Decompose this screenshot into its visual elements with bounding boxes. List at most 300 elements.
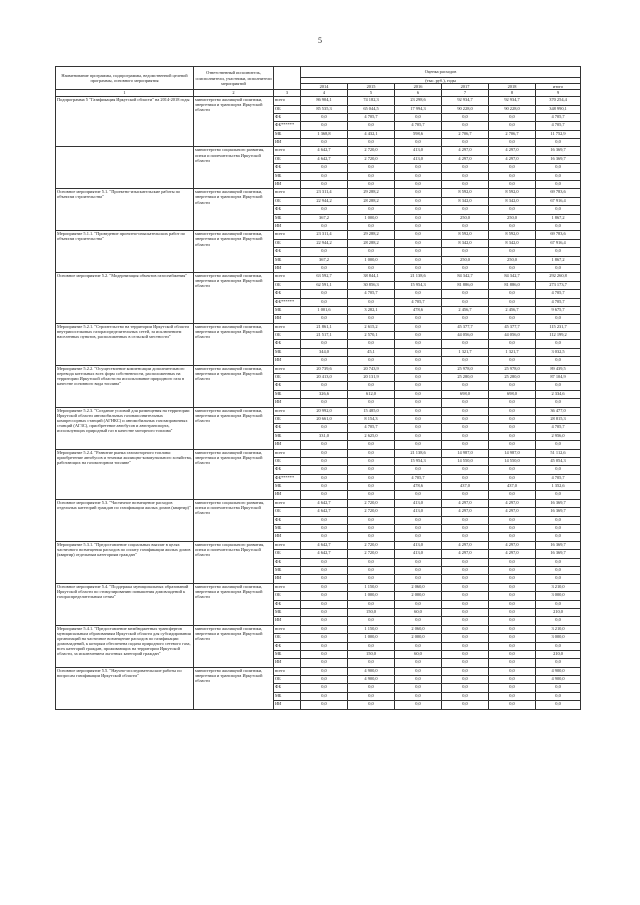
- amount-cell: 478,6: [395, 483, 442, 491]
- amount-cell: 2 060,0: [395, 625, 442, 633]
- amount-cell: 250,0: [442, 214, 489, 222]
- table-row: [56, 583, 581, 591]
- amount-cell: 0,0: [442, 164, 489, 172]
- total-cell: 348 990,1: [536, 105, 581, 113]
- amount-cell: 0,0: [395, 113, 442, 121]
- amount-cell: 23 311,4: [301, 189, 348, 197]
- amount-cell: 0,0: [301, 533, 348, 541]
- amount-cell: 2 000,0: [395, 592, 442, 600]
- total-cell: 69 783,6: [536, 231, 581, 239]
- amount-cell: 0,0: [301, 315, 348, 323]
- amount-cell: 0,0: [301, 206, 348, 214]
- amount-cell: 0,0: [395, 659, 442, 667]
- program-name-cell: Мероприятие 5.2.4. "Развитие рынка газомоторного топлива: приобретение автобусов и техники жилищно-коммунального хозяйства, работающих на газомоторном топливе": [56, 449, 194, 499]
- amount-cell: 0,0: [489, 424, 536, 432]
- amount-cell: 0,0: [348, 525, 395, 533]
- amount-cell: 15 954,3: [395, 281, 442, 289]
- budget-table: [55, 66, 581, 710]
- amount-cell: 0,0: [489, 667, 536, 675]
- funding-source-cell: всего: [274, 365, 301, 373]
- funding-source-cell: всего: [274, 97, 301, 105]
- amount-cell: 0,0: [442, 290, 489, 298]
- amount-cell: 1 321,7: [489, 348, 536, 356]
- amount-cell: 30 856,3: [348, 281, 395, 289]
- amount-cell: 92 934,7: [489, 97, 536, 105]
- funding-source-cell: ИИ: [274, 222, 301, 230]
- amount-cell: 4 642,7: [301, 499, 348, 507]
- amount-cell: 1 321,7: [442, 348, 489, 356]
- amount-cell: 4 705,7: [348, 424, 395, 432]
- total-cell: 112 199,2: [536, 332, 581, 340]
- amount-cell: 0,0: [301, 659, 348, 667]
- amount-cell: 1 001,6: [301, 306, 348, 314]
- amount-cell: 0,0: [395, 290, 442, 298]
- amount-cell: 0,0: [395, 189, 442, 197]
- total-cell: 0,0: [536, 684, 581, 692]
- amount-cell: 0,0: [301, 122, 348, 130]
- amount-cell: 90 228,0: [442, 105, 489, 113]
- amount-cell: 22 944,2: [301, 197, 348, 205]
- total-cell: 0,0: [536, 491, 581, 499]
- amount-cell: 0,0: [301, 222, 348, 230]
- total-cell: 16 369,7: [536, 508, 581, 516]
- funding-source-cell: ИИ: [274, 701, 301, 709]
- amount-cell: 0,0: [489, 516, 536, 524]
- amount-cell: 45 377,7: [442, 323, 489, 331]
- amount-cell: 0,0: [301, 181, 348, 189]
- amount-cell: 413,0: [395, 550, 442, 558]
- amount-cell: 0,0: [348, 206, 395, 214]
- amount-cell: 0,0: [395, 315, 442, 323]
- amount-cell: 0,0: [442, 424, 489, 432]
- amount-cell: 0,0: [348, 172, 395, 180]
- total-cell: 16 369,7: [536, 550, 581, 558]
- amount-cell: 150,0: [348, 650, 395, 658]
- amount-cell: 0,0: [489, 676, 536, 684]
- amount-cell: 437,0: [442, 483, 489, 491]
- amount-cell: 4 297,0: [489, 155, 536, 163]
- amount-cell: 4 297,0: [489, 550, 536, 558]
- amount-cell: 4 297,0: [442, 508, 489, 516]
- total-cell: 0,0: [536, 139, 581, 147]
- amount-cell: 0,0: [395, 491, 442, 499]
- funding-source-cell: всего: [274, 189, 301, 197]
- amount-cell: 65 044,5: [348, 105, 395, 113]
- amount-cell: 0,0: [395, 340, 442, 348]
- total-cell: 0,0: [536, 600, 581, 608]
- amount-cell: 0,0: [442, 701, 489, 709]
- amount-cell: 28 288,2: [348, 197, 395, 205]
- amount-cell: 0,0: [489, 399, 536, 407]
- amount-cell: 74 182,3: [348, 97, 395, 105]
- amount-cell: 2 720,0: [348, 550, 395, 558]
- total-cell: 210,0: [536, 608, 581, 616]
- amount-cell: 0,0: [348, 164, 395, 172]
- funding-source-cell: МБ: [274, 172, 301, 180]
- column-number: 7: [442, 90, 489, 97]
- amount-cell: 1 368,8: [301, 130, 348, 138]
- amount-cell: 0,0: [442, 415, 489, 423]
- amount-cell: 8 592,0: [442, 231, 489, 239]
- funding-source-cell: ФБ: [274, 642, 301, 650]
- amount-cell: 0,0: [395, 206, 442, 214]
- amount-cell: 25 978,0: [442, 365, 489, 373]
- amount-cell: 25 280,0: [442, 374, 489, 382]
- amount-cell: 0,0: [348, 617, 395, 625]
- amount-cell: 0,0: [442, 122, 489, 130]
- amount-cell: 0,0: [489, 466, 536, 474]
- total-cell: 0,0: [536, 315, 581, 323]
- funding-source-cell: ИИ: [274, 441, 301, 449]
- amount-cell: 344,0: [301, 348, 348, 356]
- column-number: 9: [536, 90, 581, 97]
- amount-cell: 0,0: [301, 650, 348, 658]
- total-cell: 16 369,7: [536, 541, 581, 549]
- amount-cell: 90 228,0: [489, 105, 536, 113]
- program-name-cell: [56, 147, 194, 189]
- amount-cell: 0,0: [395, 432, 442, 440]
- amount-cell: 0,0: [489, 491, 536, 499]
- amount-cell: 0,0: [301, 264, 348, 272]
- amount-cell: 84 342,7: [489, 273, 536, 281]
- amount-cell: 0,0: [301, 483, 348, 491]
- amount-cell: 0,0: [348, 248, 395, 256]
- amount-cell: 0,0: [442, 684, 489, 692]
- executor-cell: министерство жилищной политики, энергетики и транспорта Иркутской области: [194, 625, 274, 667]
- total-cell: 0,0: [536, 617, 581, 625]
- amount-cell: 0,0: [348, 264, 395, 272]
- amount-cell: 0,0: [301, 357, 348, 365]
- amount-cell: 2 456,7: [489, 306, 536, 314]
- amount-cell: 0,0: [489, 642, 536, 650]
- amount-cell: 8 342,0: [442, 197, 489, 205]
- funding-source-cell: ИИ: [274, 491, 301, 499]
- amount-cell: 4 705,7: [348, 290, 395, 298]
- amount-cell: 0,0: [301, 684, 348, 692]
- total-cell: 28 815,3: [536, 415, 581, 423]
- funding-source-cell: ИИ: [274, 533, 301, 541]
- amount-cell: 0,0: [489, 113, 536, 121]
- funding-source-cell: ОБ: [274, 105, 301, 113]
- amount-cell: 4 297,0: [489, 508, 536, 516]
- funding-source-cell: всего: [274, 407, 301, 415]
- amount-cell: 0,0: [442, 617, 489, 625]
- funding-source-cell: всего: [274, 583, 301, 591]
- amount-cell: 44 056,0: [489, 332, 536, 340]
- amount-cell: 0,0: [489, 172, 536, 180]
- amount-cell: 4 900,0: [348, 667, 395, 675]
- total-cell: 0,0: [536, 264, 581, 272]
- amount-cell: 0,0: [301, 466, 348, 474]
- amount-cell: 0,0: [348, 642, 395, 650]
- amount-cell: 1 000,0: [348, 256, 395, 264]
- amount-cell: 612,0: [348, 390, 395, 398]
- funding-source-cell: МБ: [274, 650, 301, 658]
- amount-cell: 0,0: [489, 315, 536, 323]
- total-cell: 45 054,3: [536, 457, 581, 465]
- executor-cell: министерство жилищной политики, энергетики и транспорта Иркутской области: [194, 189, 274, 231]
- total-cell: 0,0: [536, 558, 581, 566]
- amount-cell: 0,0: [489, 441, 536, 449]
- table-row: [56, 97, 581, 105]
- amount-cell: 21 138,6: [395, 449, 442, 457]
- amount-cell: 20 131,9: [348, 374, 395, 382]
- funding-source-cell: ФБ******: [274, 298, 301, 306]
- amount-cell: 0,0: [348, 701, 395, 709]
- funding-source-cell: ИИ: [274, 617, 301, 625]
- amount-cell: 0,0: [442, 399, 489, 407]
- amount-cell: 0,0: [442, 525, 489, 533]
- amount-cell: 0,0: [489, 583, 536, 591]
- executor-cell: министерство жилищной политики, энергетики и транспорта Иркутской области: [194, 97, 274, 147]
- amount-cell: 14 550,0: [489, 457, 536, 465]
- amount-cell: 0,0: [489, 122, 536, 130]
- amount-cell: 0,0: [442, 315, 489, 323]
- total-cell: 4 705,7: [536, 122, 581, 130]
- amount-cell: 14 987,0: [442, 449, 489, 457]
- amount-cell: 2 720,0: [348, 541, 395, 549]
- total-cell: 0,0: [536, 701, 581, 709]
- amount-cell: 2 706,7: [442, 130, 489, 138]
- amount-cell: 250,0: [442, 256, 489, 264]
- page-number: 5: [318, 36, 322, 45]
- amount-cell: 29 288,2: [348, 231, 395, 239]
- total-cell: 0,0: [536, 222, 581, 230]
- funding-source-cell: МБ: [274, 130, 301, 138]
- amount-cell: 0,0: [348, 533, 395, 541]
- table-row: [56, 365, 581, 373]
- amount-cell: 0,0: [348, 298, 395, 306]
- amount-cell: 0,0: [301, 525, 348, 533]
- amount-cell: 250,0: [489, 214, 536, 222]
- amount-cell: 0,0: [301, 424, 348, 432]
- amount-cell: 60,0: [395, 650, 442, 658]
- amount-cell: 0,0: [442, 298, 489, 306]
- amount-cell: 0,0: [301, 567, 348, 575]
- funding-source-cell: ОБ: [274, 634, 301, 642]
- amount-cell: 331,0: [301, 432, 348, 440]
- amount-cell: 22 944,2: [301, 239, 348, 247]
- amount-cell: 1 000,0: [348, 214, 395, 222]
- amount-cell: 4 705,7: [395, 122, 442, 130]
- header-year: 2014: [301, 84, 348, 90]
- amount-cell: 326,6: [301, 390, 348, 398]
- table-row: [56, 231, 581, 239]
- amount-cell: 60,0: [395, 608, 442, 616]
- amount-cell: 0,0: [489, 701, 536, 709]
- amount-cell: 45 377,7: [489, 323, 536, 331]
- amount-cell: 0,0: [395, 441, 442, 449]
- funding-source-cell: ФБ: [274, 113, 301, 121]
- amount-cell: 0,0: [442, 575, 489, 583]
- total-cell: 1 352,6: [536, 483, 581, 491]
- amount-cell: 0,0: [489, 608, 536, 616]
- total-cell: 0,0: [536, 382, 581, 390]
- amount-cell: 0,0: [442, 441, 489, 449]
- amount-cell: 0,0: [348, 399, 395, 407]
- column-number: 6: [395, 90, 442, 97]
- amount-cell: 0,0: [489, 575, 536, 583]
- funding-source-cell: ФБ******: [274, 122, 301, 130]
- amount-cell: 0,0: [301, 516, 348, 524]
- amount-cell: 0,0: [301, 625, 348, 633]
- amount-cell: 0,0: [395, 323, 442, 331]
- amount-cell: 0,0: [442, 533, 489, 541]
- total-cell: 210,0: [536, 650, 581, 658]
- executor-cell: министерство жилищной политики, энергетики и транспорта Иркутской области: [194, 449, 274, 499]
- total-cell: 3 032,5: [536, 348, 581, 356]
- table-row: [56, 323, 581, 331]
- executor-cell: министерство жилищной политики, энергетики и транспорта Иркутской области: [194, 231, 274, 273]
- amount-cell: 0,0: [395, 667, 442, 675]
- amount-cell: 0,0: [301, 592, 348, 600]
- amount-cell: 150,0: [348, 608, 395, 616]
- total-cell: 0,0: [536, 567, 581, 575]
- amount-cell: 1 000,0: [348, 634, 395, 642]
- executor-cell: министерство социального развития, опеки и попечительства Иркутской области: [194, 499, 274, 541]
- funding-source-cell: ОБ: [274, 415, 301, 423]
- amount-cell: 0,0: [442, 558, 489, 566]
- amount-cell: 0,0: [395, 222, 442, 230]
- amount-cell: 8 592,0: [489, 189, 536, 197]
- amount-cell: 4 705,7: [395, 474, 442, 482]
- amount-cell: 0,0: [301, 399, 348, 407]
- total-cell: 0,0: [536, 659, 581, 667]
- amount-cell: 4 705,7: [395, 298, 442, 306]
- total-cell: 292 260,8: [536, 273, 581, 281]
- amount-cell: 0,0: [301, 575, 348, 583]
- amount-cell: 81 886,0: [442, 281, 489, 289]
- amount-cell: 0,0: [489, 533, 536, 541]
- amount-cell: 8 154,3: [348, 415, 395, 423]
- total-cell: 2 334,6: [536, 390, 581, 398]
- amount-cell: 4 642,7: [301, 147, 348, 155]
- amount-cell: 0,0: [395, 525, 442, 533]
- amount-cell: 0,0: [348, 222, 395, 230]
- total-cell: 0,0: [536, 692, 581, 700]
- amount-cell: 21 138,6: [395, 273, 442, 281]
- amount-cell: 0,0: [489, 525, 536, 533]
- amount-cell: 0,0: [442, 222, 489, 230]
- funding-source-cell: всего: [274, 449, 301, 457]
- table-body: [56, 97, 581, 710]
- amount-cell: 0,0: [301, 382, 348, 390]
- amount-cell: 4 297,0: [489, 499, 536, 507]
- amount-cell: 0,0: [348, 181, 395, 189]
- total-cell: 69 783,6: [536, 189, 581, 197]
- amount-cell: 0,0: [395, 424, 442, 432]
- amount-cell: 0,0: [395, 382, 442, 390]
- table-row: [56, 541, 581, 549]
- amount-cell: 0,0: [395, 139, 442, 147]
- amount-cell: 0,0: [301, 474, 348, 482]
- amount-cell: 0,0: [301, 449, 348, 457]
- amount-cell: 0,0: [442, 608, 489, 616]
- executor-cell: министерство жилищной политики, энергетики и транспорта Иркутской области: [194, 323, 274, 365]
- total-cell: 4 900,0: [536, 676, 581, 684]
- amount-cell: 0,0: [395, 214, 442, 222]
- amount-cell: 0,0: [348, 558, 395, 566]
- amount-cell: 14 987,0: [489, 449, 536, 457]
- amount-cell: 250,0: [489, 256, 536, 264]
- amount-cell: 0,0: [348, 491, 395, 499]
- funding-source-cell: МБ: [274, 390, 301, 398]
- amount-cell: 0,0: [395, 466, 442, 474]
- amount-cell: 0,0: [442, 676, 489, 684]
- amount-cell: 81 886,0: [489, 281, 536, 289]
- amount-cell: 0,0: [442, 667, 489, 675]
- amount-cell: 0,0: [489, 357, 536, 365]
- amount-cell: 4 297,0: [442, 155, 489, 163]
- amount-cell: 0,0: [348, 659, 395, 667]
- amount-cell: 0,0: [489, 222, 536, 230]
- amount-cell: 0,0: [489, 474, 536, 482]
- amount-cell: 0,0: [489, 567, 536, 575]
- column-number: 8: [489, 90, 536, 97]
- amount-cell: 0,0: [348, 692, 395, 700]
- amount-cell: 0,0: [301, 491, 348, 499]
- column-number: 2: [194, 90, 274, 97]
- funding-source-cell: ИИ: [274, 264, 301, 272]
- column-number: 4: [301, 90, 348, 97]
- amount-cell: 4 642,7: [301, 541, 348, 549]
- amount-cell: 2 570,1: [348, 332, 395, 340]
- amount-cell: 0,0: [395, 684, 442, 692]
- amount-cell: 367,2: [301, 214, 348, 222]
- total-cell: 16 369,7: [536, 499, 581, 507]
- amount-cell: 0,0: [301, 583, 348, 591]
- amount-cell: 0,0: [301, 172, 348, 180]
- total-cell: 3 000,0: [536, 592, 581, 600]
- amount-cell: 0,0: [395, 231, 442, 239]
- amount-cell: 0,0: [395, 256, 442, 264]
- total-cell: 3 210,0: [536, 583, 581, 591]
- header-total: итого: [536, 84, 581, 90]
- executor-cell: министерство жилищной политики, энергетики и транспорта Иркутской области: [194, 365, 274, 407]
- amount-cell: 0,0: [442, 474, 489, 482]
- amount-cell: 0,0: [489, 415, 536, 423]
- funding-source-cell: МБ: [274, 692, 301, 700]
- amount-cell: 4 642,7: [301, 550, 348, 558]
- total-cell: 0,0: [536, 340, 581, 348]
- amount-cell: 21 517,1: [301, 332, 348, 340]
- column-number: 3: [274, 90, 301, 97]
- amount-cell: 4 642,7: [301, 508, 348, 516]
- total-cell: 9 675,7: [536, 306, 581, 314]
- total-cell: 0,0: [536, 172, 581, 180]
- program-name-cell: Мероприятие 5.2.3. "Создание условий для размещения на территории Иркутской области автомобильных газонаполнительных компрессорных станций (АГНКС) и автомобильных газозаправочных станций (АГЗС), приобретение автобусов и автотранспорта, использующих природный газ в качестве моторного топлива": [56, 407, 194, 449]
- funding-source-cell: ОБ: [274, 155, 301, 163]
- amount-cell: 0,0: [395, 558, 442, 566]
- amount-cell: 0,0: [489, 340, 536, 348]
- funding-source-cell: ИИ: [274, 575, 301, 583]
- header-source-empty: [274, 67, 301, 90]
- total-cell: 67 916,4: [536, 239, 581, 247]
- funding-source-cell: ОБ: [274, 592, 301, 600]
- amount-cell: 0,0: [395, 617, 442, 625]
- table-row: [56, 273, 581, 281]
- amount-cell: 0,0: [442, 592, 489, 600]
- amount-cell: 0,0: [395, 390, 442, 398]
- total-cell: 0,0: [536, 516, 581, 524]
- program-name-cell: Мероприятие 5.4.1. "Предоставление межбюджетных трансфертов муниципальным образованиям Иркутской области для субсидирования организаций на частичное возмещение расходов по газификации домовладений, к которым обеспечена подача природного сетевого газа, всех категорий граждан, проживающих на территории Иркутской области, за исключением льготных категорий граждан": [56, 625, 194, 667]
- amount-cell: 0,0: [442, 583, 489, 591]
- amount-cell: 0,0: [442, 650, 489, 658]
- total-cell: 0,0: [536, 399, 581, 407]
- funding-source-cell: всего: [274, 273, 301, 281]
- amount-cell: 25 280,0: [489, 374, 536, 382]
- amount-cell: 0,0: [348, 483, 395, 491]
